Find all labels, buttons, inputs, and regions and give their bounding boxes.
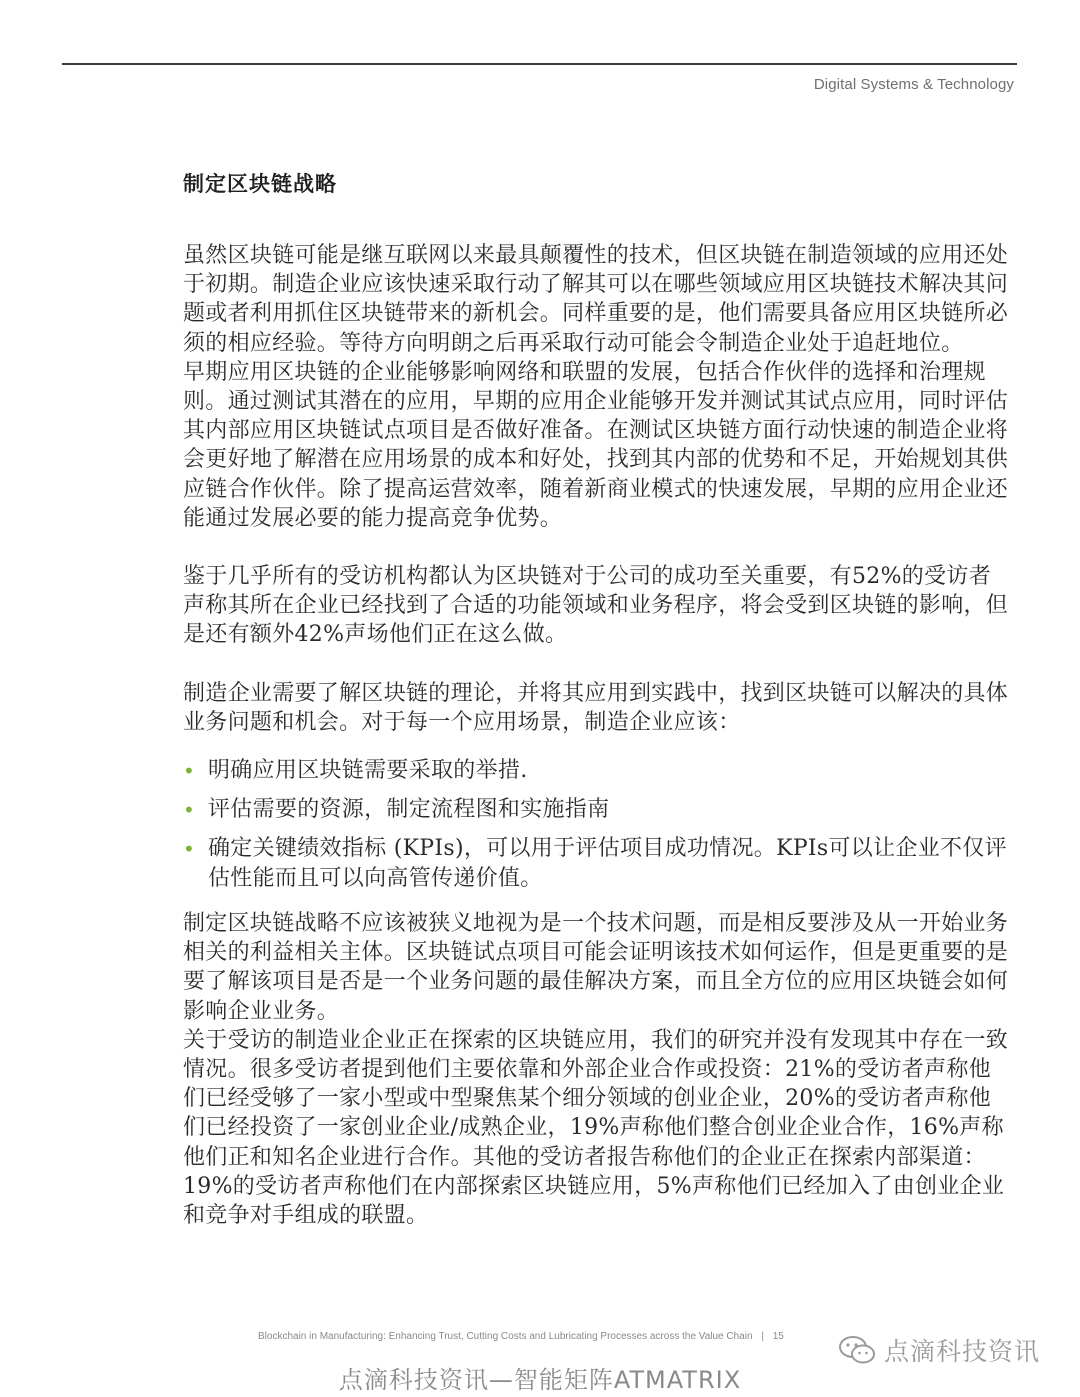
- header-rule: [62, 63, 1017, 65]
- watermark-account: 点滴科技资讯: [884, 1337, 1041, 1366]
- spacer: [183, 533, 1013, 562]
- footer-doc-title: Blockchain in Manufacturing: Enhancing Trust, Cutting Costs and Lubricating Processes across the Value Chain: [258, 1331, 753, 1342]
- paragraph-survey-stats: 鉴于几乎所有的受访机构都认为区块链对于公司的成功至关重要，有52%的受访者声称其所在企业已经找到了合适的功能领域和业务程序，将会受到区块链的影响，但是还有额外42%声场他们正在这么做。: [183, 564, 1009, 648]
- bullet-icon: •: [183, 837, 196, 862]
- bullet-icon: •: [183, 759, 196, 784]
- paragraph-requirements: 制造企业需要了解区块链的理论，并将其应用到实践中，找到区块链可以解决的具体业务问题和机会。对于每一个应用场景，制造企业应该：: [183, 680, 1009, 735]
- paragraph-intro: 虽然区块链可能是继互联网以来最具颠覆性的技术，但区块链在制造领域的应用还处于初期。制造企业应该快速采取行动了解其可以在哪些领域应用区块链技术解决其问题或者利用抓住区块链带来的新机会。同样重要的是，他们需要具备应用区块链所必须的相应经验。等待方向明朗之后再采取行动可能会令制造企业处于追赶地位。: [183, 243, 1009, 356]
- bullet-icon: •: [183, 798, 196, 823]
- main-content: [183, 168, 1013, 1230]
- list-item: [183, 756, 1013, 786]
- spacer: [183, 737, 1013, 756]
- watermark-banner: 点滴科技资讯—智能矩阵ATMATRIX: [338, 1366, 742, 1394]
- page-number: 15: [772, 1331, 784, 1342]
- list-item-text: 确定关键绩效指标 (KPIs)，可以用于评估项目成功情况。KPIs可以让企业不仅评估性能而且可以向高管传递价值。: [208, 836, 1007, 892]
- section-title: 制定区块链战略: [183, 172, 337, 196]
- list-item: [183, 834, 1013, 894]
- list-item-text: 明确应用区块链需要采取的举措.: [208, 758, 528, 784]
- footer-separator: |: [761, 1331, 764, 1342]
- list-item-text: 评估需要的资源，制定流程图和实施指南: [208, 797, 610, 823]
- spacer: [183, 650, 1013, 679]
- paragraph-findings: 关于受访的制造业企业正在探索的区块链应用，我们的研究并没有发现其中存在一致情况。很多受访者提到他们主要依靠和外部企业合作或投资：21%的受访者声称他们已经受够了一家小型或中型聚焦某个细分领域的创业企业，20%的受访者声称他们已经投资了一家创业企业/成熟企业，19%声称他们整合创业企业合作，16%声称他们正和知名企业进行合作。其他的受访者报告称他们的企业正在探索内部渠道：19%的受访者声称他们在内部探索区块链应用，5%声称他们已经加入了由创业企业和竞争对手组成的联盟。: [183, 1027, 1009, 1229]
- paragraph-early-adopters: 早期应用区块链的企业能够影响网络和联盟的发展，包括合作伙伴的选择和治理规则。通过测试其潜在的应用，早期的应用企业能够开发并测试其试点应用，同时评估其内部应用区块链试点项目是否做好准备。在测试区块链方面行动快速的制造企业将会更好地了解潜在应用场景的成本和好处，找到其内部的优势和不足，开始规划其供应链合作伙伴。除了提高运营效率，随着新商业模式的快速发展，早期的应用企业还能通过发展必要的能力提高竞争优势。: [183, 359, 1009, 531]
- page-footer: [258, 1331, 784, 1342]
- list-item: [183, 795, 1013, 825]
- action-list: [183, 756, 1013, 894]
- paragraph-strategy: 制定区块链战略不应该被狭义地视为是一个技术问题，而是相反要涉及从一开始业务相关的利益相关主体。区块链试点项目可能会证明该技术如何运作，但是更重要的是要了解该项目是否是一个业务问题的最佳解决方案，而且全方位的应用区块链会如何影响企业业务。: [183, 911, 1009, 1024]
- header-label: Digital Systems & Technology: [813, 76, 1014, 93]
